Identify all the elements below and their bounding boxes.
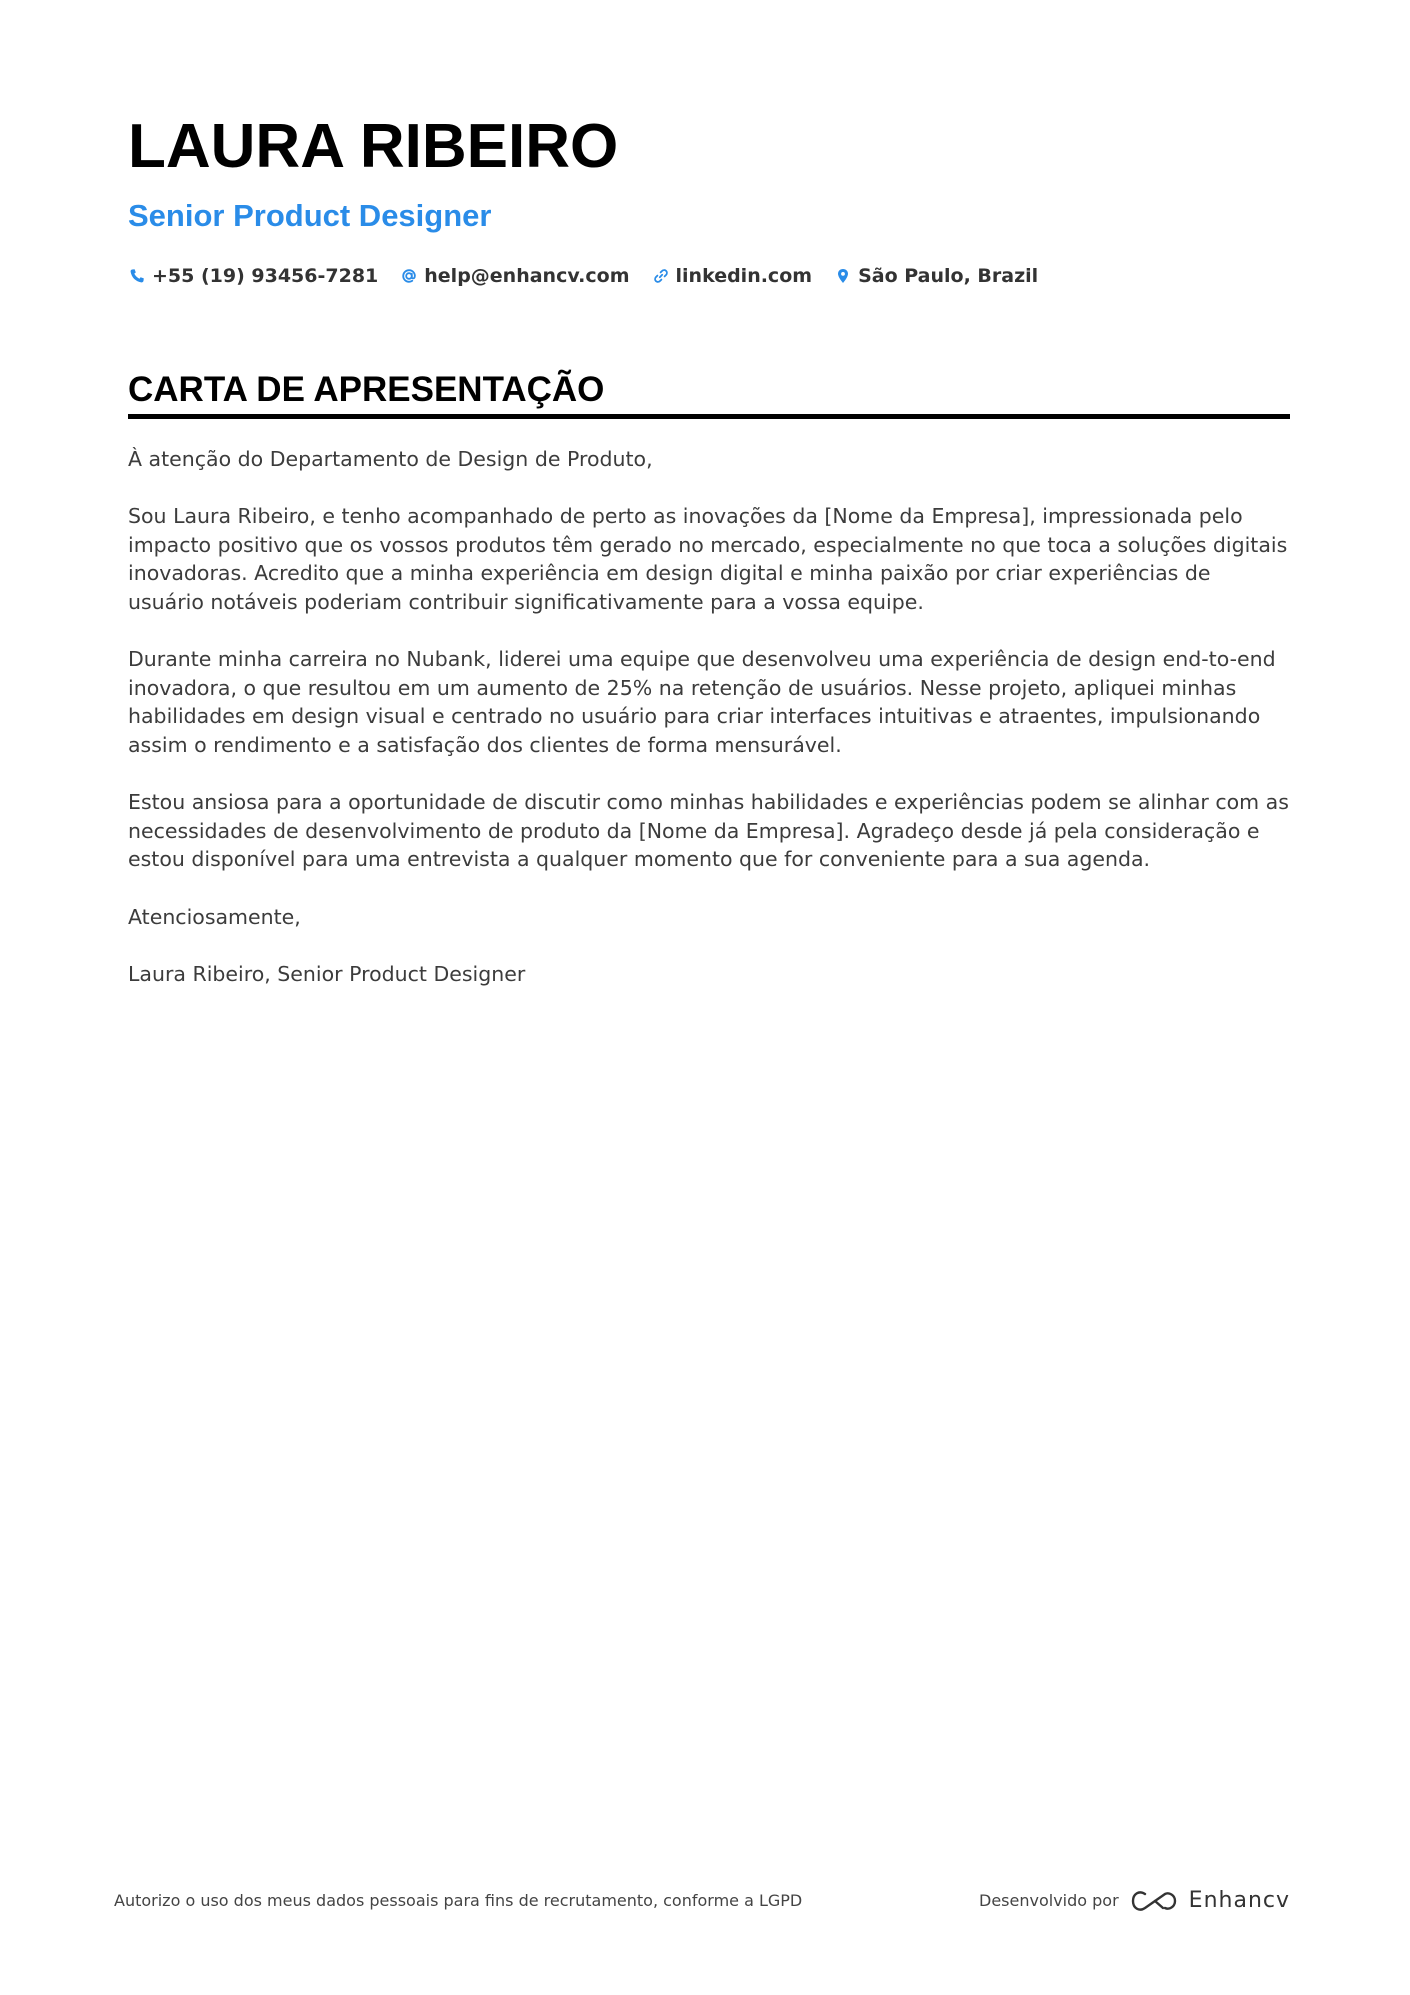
letter-paragraph: Sou Laura Ribeiro, e tenho acompanhado de perto as inovações da [Nome da Empresa], impressionada pelo impacto positivo que os vossos produtos têm gerado no mercado, especialmente no que toca a soluções digitais inovadoras. Acredito que a minha experiência em design digital e minha paixão por criar experiências de usuário notáveis poderiam contribuir significativamente para a vossa equipe. <box>128 504 1288 614</box>
letter-paragraph: Durante minha carreira no Nubank, liderei uma equipe que desenvolveu uma experiência de design end-to-end inovadora, o que resultou em um aumento de 25% na retenção de usuários. Nesse projeto, apliquei minhas habilidades em design visual e centrado no usuário para criar interfaces intuitivas e atraentes, impulsionando assim o rendimento e a satisfação dos clientes de forma mensurável. <box>128 647 1276 757</box>
letter-body <box>128 445 1290 988</box>
contact-location <box>834 262 1038 290</box>
letter-closing: Atenciosamente, <box>128 904 301 929</box>
contact-phone-text: +55 (19) 93456-7281 <box>152 265 379 287</box>
brand-name: Enhancv <box>1188 1888 1290 1913</box>
section-title: CARTA DE APRESENTAÇÃO <box>128 368 1290 419</box>
powered-by[interactable] <box>979 1888 1290 1913</box>
at-icon <box>400 267 418 285</box>
powered-by-label: Desenvolvido por <box>979 1891 1119 1910</box>
letter-greeting: À atenção do Departamento de Design de Produto, <box>128 447 653 471</box>
candidate-role: Senior Product Designer <box>128 198 492 233</box>
contact-phone[interactable] <box>128 262 378 290</box>
link-icon <box>652 267 670 285</box>
contact-linkedin-text: linkedin.com <box>675 265 813 287</box>
contact-location-text: São Paulo, Brazil <box>858 265 1039 287</box>
contact-email-text: help@enhancv.com <box>424 265 630 287</box>
consent-note: Autorizo o uso dos meus dados pessoais para fins de recrutamento, conforme a LGPD <box>114 1891 803 1910</box>
cover-letter-page <box>128 108 1290 1017</box>
candidate-name: LAURA RIBEIRO <box>128 112 619 181</box>
contact-linkedin[interactable] <box>652 262 813 290</box>
location-pin-icon <box>834 267 852 285</box>
phone-icon <box>128 267 146 285</box>
letter-paragraph: Estou ansiosa para a oportunidade de discutir como minhas habilidades e experiências podem se alinhar com as necessidades de desenvolvimento de produto da [Nome da Empresa]. Agradeço desde já pela consideração e estou disponível para uma entrevista a qualquer momento que for conveniente para a sua agenda. <box>128 790 1289 872</box>
page-footer <box>114 1888 1290 1913</box>
contact-email[interactable] <box>400 262 629 290</box>
letter-signature: Laura Ribeiro, Senior Product Designer <box>128 961 526 986</box>
contact-list <box>128 262 1290 290</box>
enhancv-logo-icon <box>1131 1889 1177 1913</box>
